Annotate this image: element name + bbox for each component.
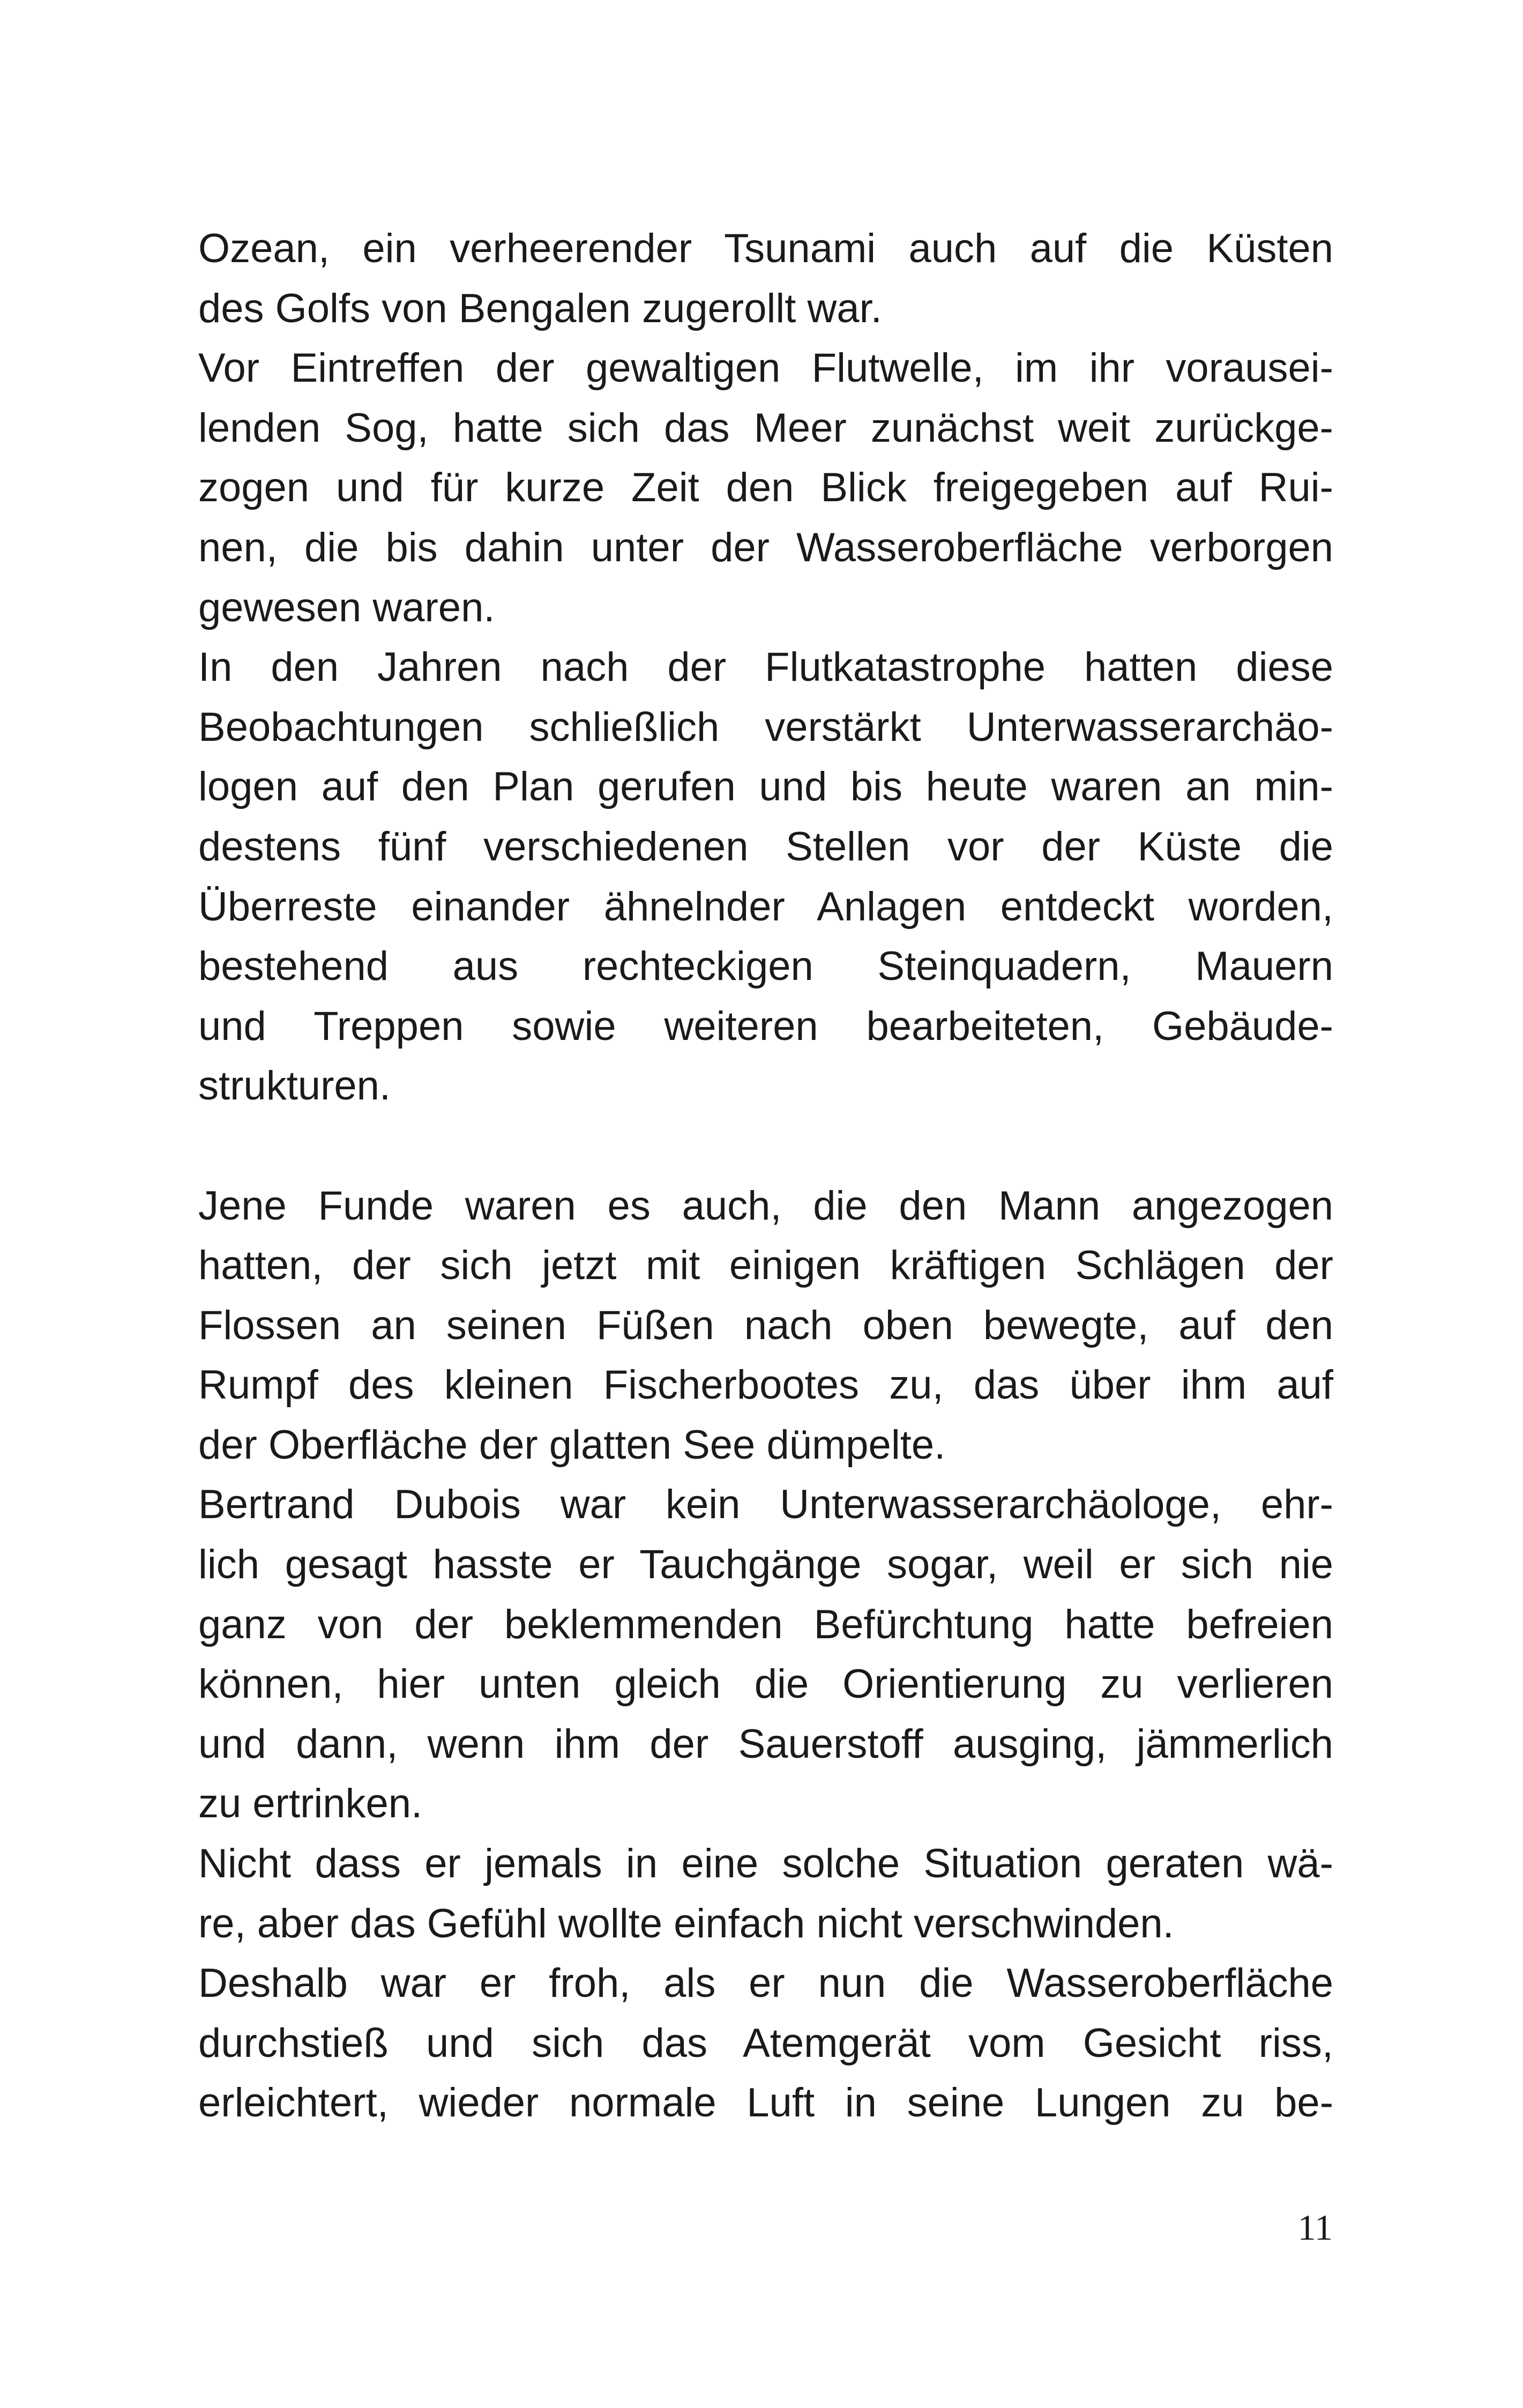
text-line: Vor Eintreffen der gewaltigen Flutwelle, im ihr vorausei-: [198, 345, 1333, 391]
text-line: nen, die bis dahin unter der Wasseroberfläche verborgen: [198, 524, 1333, 570]
text-line: bestehend aus rechteckigen Steinquadern, Mauern: [198, 943, 1333, 990]
text-line: lenden Sog, hatte sich das Meer zunächst weit zurückge-: [198, 405, 1333, 451]
text-line: re, aber das Gefühl wollte einfach nicht verschwinden.: [198, 1900, 1174, 1946]
text-line: ganz von der beklemmenden Befürchtung hatte befreien: [198, 1601, 1333, 1647]
text-line: der Oberfläche der glatten See dümpelte.: [198, 1422, 946, 1468]
text-line: können, hier unten gleich die Orientierung zu verlieren: [198, 1661, 1333, 1707]
text-line: strukturen.: [198, 1063, 391, 1109]
body-text: [198, 219, 1333, 2133]
text-line: Deshalb war er froh, als er nun die Wasseroberfläche: [198, 1960, 1333, 2006]
text-line: logen auf den Plan gerufen und bis heute waren an min-: [198, 764, 1333, 810]
text-line: Überreste einander ähnelnder Anlagen entdeckt worden,: [198, 883, 1333, 930]
text-line: Flossen an seinen Füßen nach oben bewegte, auf den: [198, 1302, 1333, 1348]
text-line: Nicht dass er jemals in eine solche Situation geraten wä-: [198, 1841, 1333, 1887]
text-line: erleichtert, wieder normale Luft in seine Lungen zu be-: [198, 2080, 1333, 2126]
page-number: 11: [1297, 2207, 1333, 2248]
text-line: Rumpf des kleinen Fischerbootes zu, das über ihm auf: [198, 1362, 1333, 1408]
text-line: hatten, der sich jetzt mit einigen kräftigen Schlägen der: [198, 1243, 1333, 1289]
text-line: Jene Funde waren es auch, die den Mann angezogen: [198, 1183, 1333, 1229]
text-line: durchstieß und sich das Atemgerät vom Gesicht riss,: [198, 2020, 1333, 2066]
text-line: zogen und für kurze Zeit den Blick freigegeben auf Rui-: [198, 465, 1333, 511]
paragraph-gap: [198, 1116, 1333, 1176]
text-line: Bertrand Dubois war kein Unterwasserarchäologe, ehr-: [198, 1482, 1333, 1528]
text-line: gewesen waren.: [198, 584, 495, 630]
text-line: lich gesagt hasste er Tauchgänge sogar, weil er sich nie: [198, 1542, 1333, 1588]
text-line: In den Jahren nach der Flutkatastrophe hatten diese: [198, 644, 1333, 690]
text-line: Ozean, ein verheerender Tsunami auch auf die Küsten: [198, 226, 1333, 271]
text-line: des Golfs von Bengalen zugerollt war.: [198, 285, 882, 331]
text-line: zu ertrinken.: [198, 1781, 423, 1827]
text-line: und dann, wenn ihm der Sauerstoff ausging, jämmerlich: [198, 1721, 1333, 1767]
text-line: Beobachtungen schließlich verstärkt Unterwasserarchäo-: [198, 704, 1333, 750]
text-line: und Treppen sowie weiteren bearbeiteten, Gebäude-: [198, 1003, 1333, 1049]
text-line: destens fünf verschiedenen Stellen vor der Küste die: [198, 823, 1333, 869]
